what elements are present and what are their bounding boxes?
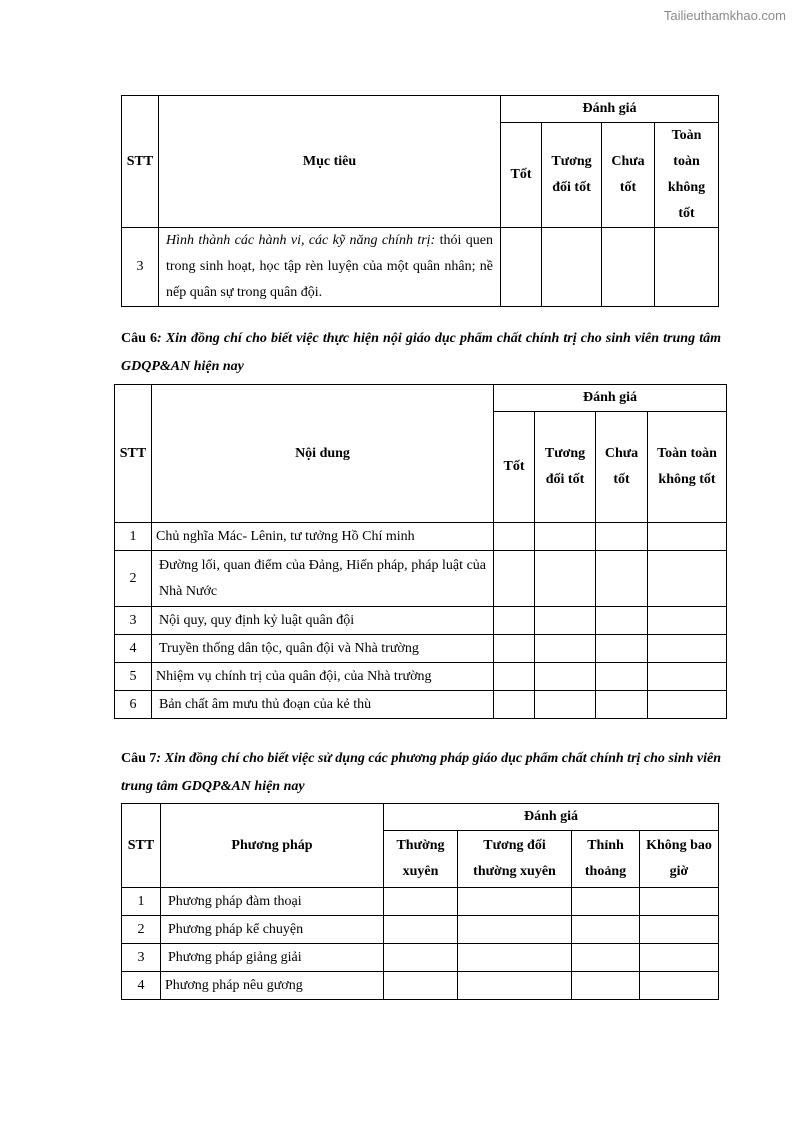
header-col1: Tốt xyxy=(494,412,535,523)
header-subject: Mục tiêu xyxy=(159,96,501,228)
header-col2: Tương đối thường xuyên xyxy=(458,831,572,888)
rating-cell[interactable] xyxy=(648,523,727,551)
row-text: Bản chất âm mưu thủ đoạn của kẻ thù xyxy=(152,691,494,719)
table-row xyxy=(115,635,727,663)
header-col4: Toàn toàn không tốt xyxy=(655,123,719,228)
rating-cell[interactable] xyxy=(535,691,596,719)
table-row xyxy=(122,228,719,307)
rating-cell[interactable] xyxy=(384,972,458,1000)
header-stt: STT xyxy=(115,385,152,523)
row-text: Phương pháp đàm thoại xyxy=(161,888,384,916)
rating-cell[interactable] xyxy=(596,551,648,607)
rating-cell[interactable] xyxy=(542,228,602,307)
row-text-rest: thói quen trong sinh hoạt, học tập rèn luyện của một quân nhân; nề nếp quân sự trong quân đội. xyxy=(166,233,493,300)
header-col3: Chưa tốt xyxy=(596,412,648,523)
rating-cell[interactable] xyxy=(596,691,648,719)
rating-cell[interactable] xyxy=(640,888,719,916)
objectives-table xyxy=(121,95,719,307)
question-7-text: : Xin đồng chí cho biết việc sử dụng các phương pháp giáo dục phẩm chất chính trị cho sinh viên trung tâm GDQP&AN hiện nay xyxy=(121,751,721,794)
rating-cell[interactable] xyxy=(572,916,640,944)
table-row xyxy=(122,972,719,1000)
rating-cell[interactable] xyxy=(494,691,535,719)
rating-cell[interactable] xyxy=(535,551,596,607)
rating-cell[interactable] xyxy=(596,523,648,551)
row-text: Nhiệm vụ chính trị của quân đội, của Nhà trường xyxy=(152,663,494,691)
table-row xyxy=(122,944,719,972)
rating-cell[interactable] xyxy=(572,888,640,916)
row-text: Phương pháp nêu gương xyxy=(161,972,384,1000)
row-stt: 3 xyxy=(122,944,161,972)
header-col1: Tốt xyxy=(501,123,542,228)
question-6-text: : Xin đồng chí cho biết việc thực hiện nội giáo dục phẩm chất chính trị cho sinh viên trung tâm GDQP&AN hiện nay xyxy=(121,331,721,374)
row-stt: 4 xyxy=(122,972,161,1000)
rating-cell[interactable] xyxy=(494,635,535,663)
header-subject: Nội dung xyxy=(152,385,494,523)
header-col1: Thường xuyên xyxy=(384,831,458,888)
watermark: Tailieuthamkhao.com xyxy=(663,8,786,23)
rating-cell[interactable] xyxy=(572,972,640,1000)
row-text: Phương pháp giảng giải xyxy=(161,944,384,972)
row-stt: 1 xyxy=(115,523,152,551)
question-7 xyxy=(121,745,721,801)
row-stt: 1 xyxy=(122,888,161,916)
rating-cell[interactable] xyxy=(648,663,727,691)
methods-table xyxy=(121,803,719,1000)
question-6-label: Câu 6 xyxy=(121,331,158,346)
row-text: Phương pháp kể chuyện xyxy=(161,916,384,944)
header-stt: STT xyxy=(122,96,159,228)
header-col3: Thỉnh thoảng xyxy=(572,831,640,888)
header-evaluation: Đánh giá xyxy=(501,96,719,123)
header-col2: Tương đối tốt xyxy=(535,412,596,523)
header-stt: STT xyxy=(122,804,161,888)
table-row xyxy=(122,916,719,944)
row-text: Nội quy, quy định kỷ luật quân đội xyxy=(152,607,494,635)
row-text-italic: Hình thành các hành vi, các kỹ năng chính trị: xyxy=(166,233,436,248)
rating-cell[interactable] xyxy=(458,944,572,972)
rating-cell[interactable] xyxy=(596,607,648,635)
question-6 xyxy=(121,325,721,381)
row-text: Chủ nghĩa Mác- Lênin, tư tưởng Hồ Chí minh xyxy=(152,523,494,551)
row-stt: 6 xyxy=(115,691,152,719)
rating-cell[interactable] xyxy=(494,523,535,551)
row-stt: 5 xyxy=(115,663,152,691)
header-col4: Toàn toàn không tốt xyxy=(648,412,727,523)
rating-cell[interactable] xyxy=(494,663,535,691)
header-col3: Chưa tốt xyxy=(602,123,655,228)
row-stt: 2 xyxy=(115,551,152,607)
content-table xyxy=(114,384,727,719)
row-stt: 4 xyxy=(115,635,152,663)
rating-cell[interactable] xyxy=(494,607,535,635)
rating-cell[interactable] xyxy=(535,663,596,691)
row-text: Đường lối, quan điểm của Đảng, Hiến pháp, pháp luật của Nhà Nước xyxy=(152,551,494,607)
rating-cell[interactable] xyxy=(384,888,458,916)
question-7-label: Câu 7 xyxy=(121,751,157,766)
rating-cell[interactable] xyxy=(648,691,727,719)
rating-cell[interactable] xyxy=(640,944,719,972)
table-row xyxy=(115,523,727,551)
rating-cell[interactable] xyxy=(384,944,458,972)
rating-cell[interactable] xyxy=(458,972,572,1000)
rating-cell[interactable] xyxy=(501,228,542,307)
rating-cell[interactable] xyxy=(602,228,655,307)
rating-cell[interactable] xyxy=(494,551,535,607)
table-row xyxy=(122,888,719,916)
rating-cell[interactable] xyxy=(596,635,648,663)
rating-cell[interactable] xyxy=(640,972,719,1000)
rating-cell[interactable] xyxy=(596,663,648,691)
row-stt: 3 xyxy=(122,228,159,307)
rating-cell[interactable] xyxy=(458,888,572,916)
rating-cell[interactable] xyxy=(535,607,596,635)
rating-cell[interactable] xyxy=(384,916,458,944)
rating-cell[interactable] xyxy=(535,635,596,663)
row-text xyxy=(159,228,501,307)
rating-cell[interactable] xyxy=(640,916,719,944)
row-stt: 2 xyxy=(122,916,161,944)
table-row xyxy=(115,551,727,607)
rating-cell[interactable] xyxy=(648,551,727,607)
header-evaluation: Đánh giá xyxy=(494,385,727,412)
header-evaluation: Đánh giá xyxy=(384,804,719,831)
rating-cell[interactable] xyxy=(655,228,719,307)
rating-cell[interactable] xyxy=(648,607,727,635)
rating-cell[interactable] xyxy=(535,523,596,551)
header-col2: Tương đối tốt xyxy=(542,123,602,228)
rating-cell[interactable] xyxy=(458,916,572,944)
table-row xyxy=(115,607,727,635)
row-text: Truyền thống dân tộc, quân đội và Nhà trường xyxy=(152,635,494,663)
header-col4: Không bao giờ xyxy=(640,831,719,888)
rating-cell[interactable] xyxy=(648,635,727,663)
table-row xyxy=(115,691,727,719)
row-stt: 3 xyxy=(115,607,152,635)
header-subject: Phương pháp xyxy=(161,804,384,888)
rating-cell[interactable] xyxy=(572,944,640,972)
table-row xyxy=(115,663,727,691)
